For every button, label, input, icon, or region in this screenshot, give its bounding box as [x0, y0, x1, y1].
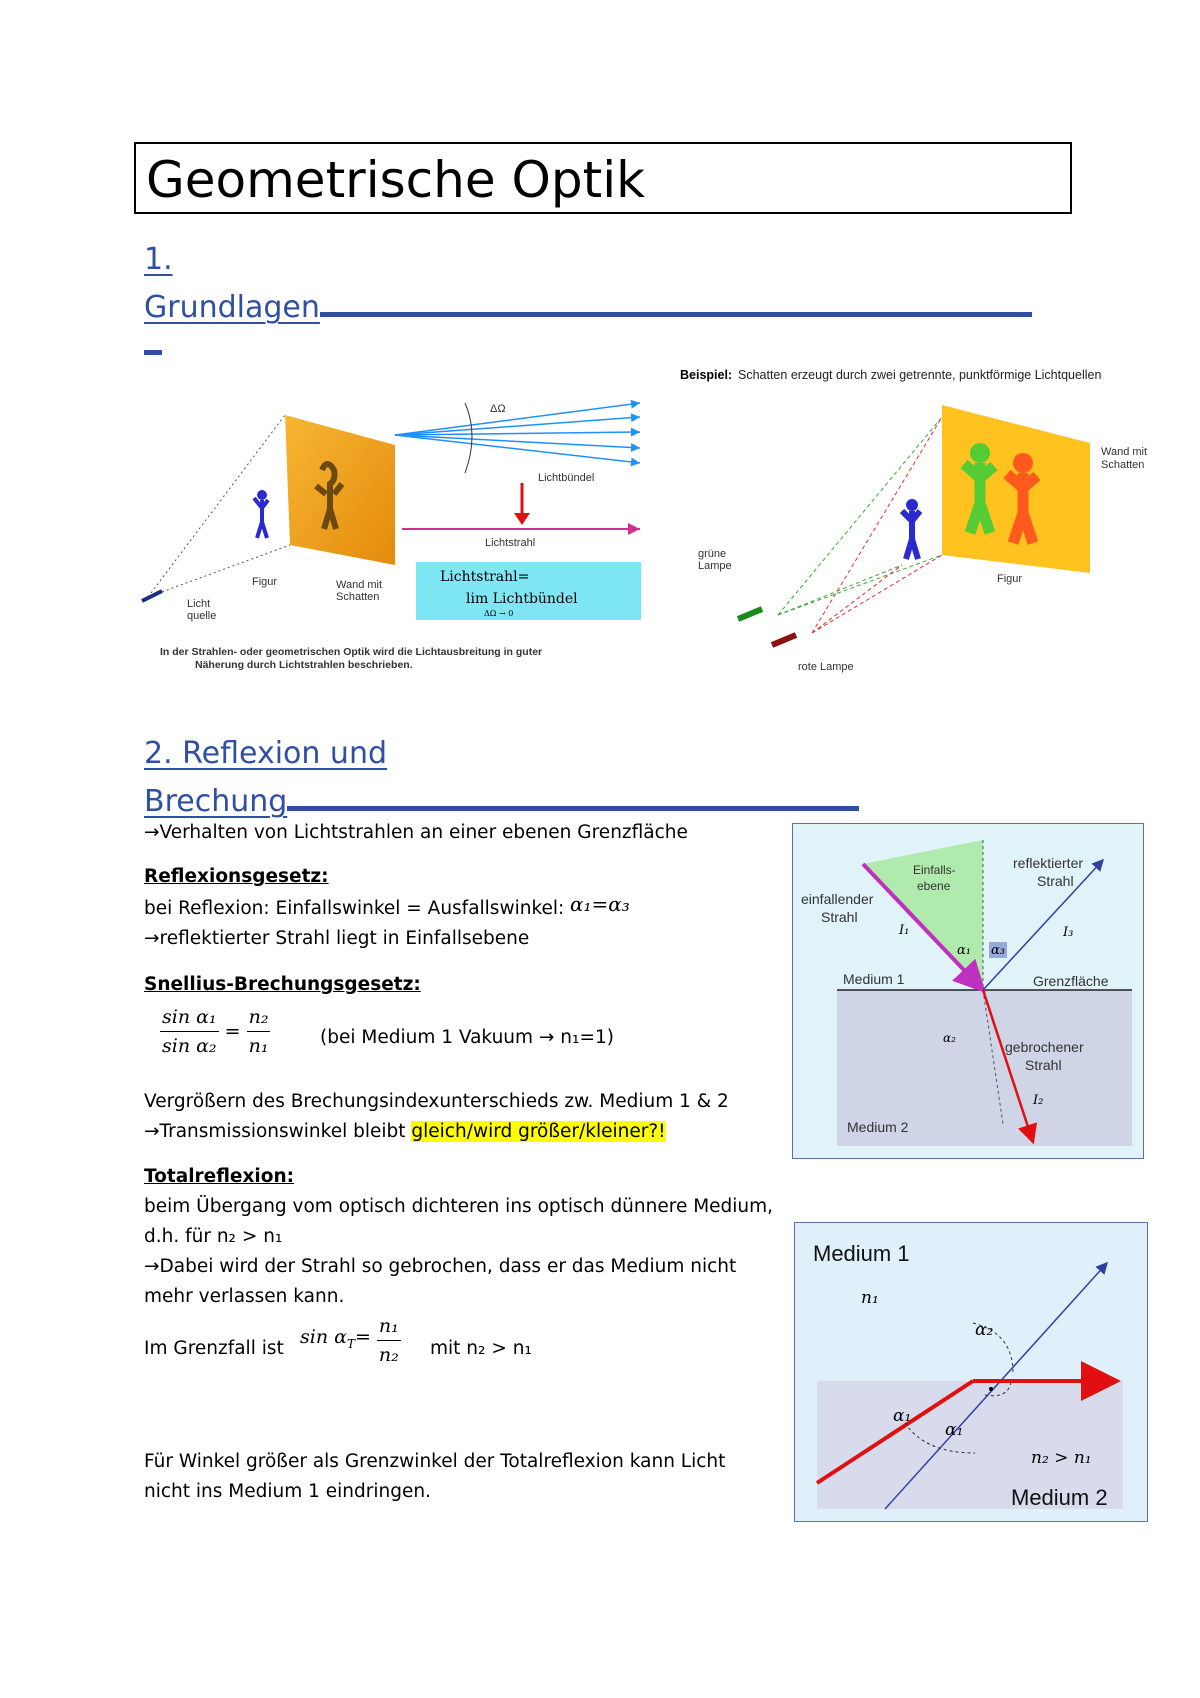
- reflexion-note: reflektierter Strahl liegt in Einfallsebene: [159, 928, 530, 949]
- beispiel-label: Beispiel:: [680, 368, 733, 382]
- d2-medium1: Medium 1: [813, 1241, 910, 1266]
- lichtbuendel: [395, 403, 640, 473]
- heading-underline-stub: [144, 350, 162, 355]
- d1-alpha3: α₃: [991, 943, 1005, 958]
- label-lichtbuendel: Lichtbündel: [538, 472, 595, 484]
- vergroessern-line: Vergrößern des Brechungsindexunterschieds zw. Medium 1 & 2: [144, 1091, 729, 1112]
- d1-ebene-2: ebene: [917, 879, 951, 893]
- caption-line1: In der Strahlen- oder geometrischen Optik wird die Lichtausbreitung in guter: [160, 646, 543, 658]
- total-line1: beim Übergang vom optisch dichteren ins optisch dünnere Medium,: [144, 1196, 774, 1217]
- d2-n1: n₁: [861, 1288, 879, 1308]
- figure-lichtstrahl: [140, 395, 660, 685]
- section2-heading-line1: 2. Reflexion und: [144, 736, 388, 771]
- reflexion-line: bei Reflexion: Einfallswinkel = Ausfallswinkel:: [144, 898, 565, 919]
- figure-zwei-lampen: [680, 365, 1160, 685]
- label-wand-right-2: Schatten: [1101, 459, 1145, 471]
- d1-einfallender-1: einfallender: [801, 891, 874, 907]
- label-gruene-1: grüne: [698, 548, 727, 560]
- beispiel-caption: Schatten erzeugt durch zwei getrennte, punktförmige Lichtquellen: [738, 368, 1102, 382]
- box-line2: lim Lichtbündel: [466, 591, 578, 607]
- snell-formula: $\frac{\text{sin α₁}}{\text{sin α₂}}$ = $\frac{\text{n₂}}{\text{n₁}}$: [160, 1003, 270, 1060]
- grenz-suffix: mit n₂ > n₁: [430, 1338, 532, 1359]
- snell-num-left: sin α₁: [160, 1003, 219, 1032]
- d1-gebrochener-2: Strahl: [1025, 1057, 1062, 1073]
- total-title: Totalreflexion:: [144, 1166, 295, 1187]
- d2-medium2: Medium 2: [1011, 1485, 1108, 1510]
- total-line2: d.h. für n₂ > n₁: [144, 1226, 283, 1247]
- figure-person-right: [902, 511, 920, 559]
- transmission-line: →Transmissionswinkel bleibt gleich/wird größer/kleiner?!: [144, 1121, 666, 1142]
- section2-heading-row: [144, 774, 859, 822]
- diagram-totalreflexion: [794, 1222, 1148, 1522]
- grenz-sub: T: [346, 1336, 355, 1351]
- intro-text: Verhalten von Lichtstrahlen an einer ebenen Grenzfläche: [159, 822, 688, 843]
- snell-den-right: n₁: [248, 1035, 269, 1057]
- d2-n-relation: n₂ > n₁: [1031, 1448, 1092, 1468]
- label-lichtquelle-1: Licht: [187, 598, 211, 610]
- reflexion-note-line: →reflektierter Strahl liegt in Einfallsebene: [144, 928, 530, 949]
- label-lichtquelle-2: quelle: [187, 610, 217, 622]
- box-line1: Lichtstrahl=: [440, 569, 530, 585]
- d1-alpha2: α₂: [943, 1031, 956, 1045]
- grenzfall-prefix: Im Grenzfall ist: [144, 1338, 284, 1359]
- snell-den-left: sin α₂: [162, 1035, 217, 1057]
- snellius-title: Snellius-Brechungsgesetz:: [144, 974, 421, 995]
- d1-alpha1: α₁: [957, 943, 971, 958]
- total-line4: mehr verlassen kann.: [144, 1286, 345, 1307]
- green-lamp: [738, 609, 762, 619]
- label-wand-1: Wand mit: [336, 579, 383, 591]
- d1-reflektierter-2: Strahl: [1037, 873, 1074, 889]
- red-lamp: [772, 635, 796, 645]
- title-box: [134, 142, 1072, 214]
- d1-I1: I₁: [899, 923, 910, 938]
- heading2-underline: [287, 774, 859, 811]
- reflexion-title: Reflexionsgesetz:: [144, 866, 329, 887]
- diagram-reflexion-brechung: [792, 823, 1144, 1159]
- diagram1-svg: [793, 824, 1143, 1158]
- label-rote-lampe: rote Lampe: [798, 661, 854, 673]
- transmission-highlight: gleich/wird größer/kleiner?!: [411, 1121, 666, 1142]
- d2-alpha2: α₂: [975, 1320, 994, 1340]
- grenz-num: n₁: [377, 1312, 401, 1341]
- d2-alpha1-top: α₁: [893, 1406, 912, 1426]
- d1-grenzflaeche: Grenzfläche: [1033, 973, 1109, 989]
- d2-alpha1-bottom: α₁: [945, 1420, 964, 1440]
- label-figur-right: Figur: [997, 573, 1023, 585]
- page-title: Geometrische Optik: [146, 151, 646, 209]
- grenz-den: n₂: [378, 1344, 399, 1366]
- final-line1: Für Winkel größer als Grenzwinkel der Totalreflexion kann Licht: [144, 1451, 726, 1472]
- d1-gebrochener-1: gebrochener: [1005, 1039, 1084, 1055]
- label-wand-2: Schatten: [336, 591, 380, 603]
- d1-einfallender-2: Strahl: [821, 909, 858, 925]
- label-figur: Figur: [252, 576, 278, 588]
- d1-I2: I₂: [1033, 1093, 1044, 1108]
- d1-medium1: Medium 1: [843, 971, 905, 987]
- section2-heading-line2: Brechung: [144, 784, 288, 819]
- heading-underline: [320, 280, 1032, 317]
- snell-note: (bei Medium 1 Vakuum → n₁=1): [320, 1027, 614, 1048]
- diagram2-svg: [795, 1223, 1147, 1521]
- label-lichtstrahl: Lichtstrahl: [485, 537, 536, 549]
- section1-heading-row: [144, 280, 1032, 328]
- label-wand-right-1: Wand mit: [1101, 446, 1148, 458]
- d1-medium2: Medium 2: [847, 1119, 909, 1135]
- snell-num-right: n₂: [247, 1003, 271, 1032]
- caption-line2: Näherung durch Lichtstrahlen beschrieben.: [195, 659, 413, 671]
- transmission-prefix: Transmissionswinkel bleibt: [159, 1121, 412, 1142]
- figure-person: [254, 490, 268, 538]
- d1-I3: I₃: [1063, 925, 1074, 940]
- d1-ebene-1: Einfalls-: [913, 863, 956, 877]
- final-line2: nicht ins Medium 1 eindringen.: [144, 1481, 431, 1502]
- grenz-formula: $\sin \alpha_T=$ $\frac{\text{n₁}}{\text{n₂}}$: [300, 1312, 401, 1369]
- total-line3: Dabei wird der Strahl so gebrochen, dass er das Medium nicht: [159, 1256, 737, 1277]
- label-gruene-2: Lampe: [698, 560, 732, 572]
- section1-heading: Grundlagen: [144, 290, 320, 325]
- total-line3-wrap: →Dabei wird der Strahl so gebrochen, dass er das Medium nicht: [144, 1256, 737, 1277]
- grenz-lhs: sin α: [300, 1326, 347, 1349]
- box-sub: ΔΩ → 0: [484, 609, 514, 618]
- label-delta-omega: ΔΩ: [490, 403, 506, 415]
- d1-reflektierter-1: reflektierter: [1013, 855, 1084, 871]
- section1-number: 1.: [144, 242, 173, 277]
- reflexion-formula: α₁=α₃: [570, 892, 630, 916]
- intro-line: →Verhalten von Lichtstrahlen an einer ebenen Grenzfläche: [144, 822, 688, 843]
